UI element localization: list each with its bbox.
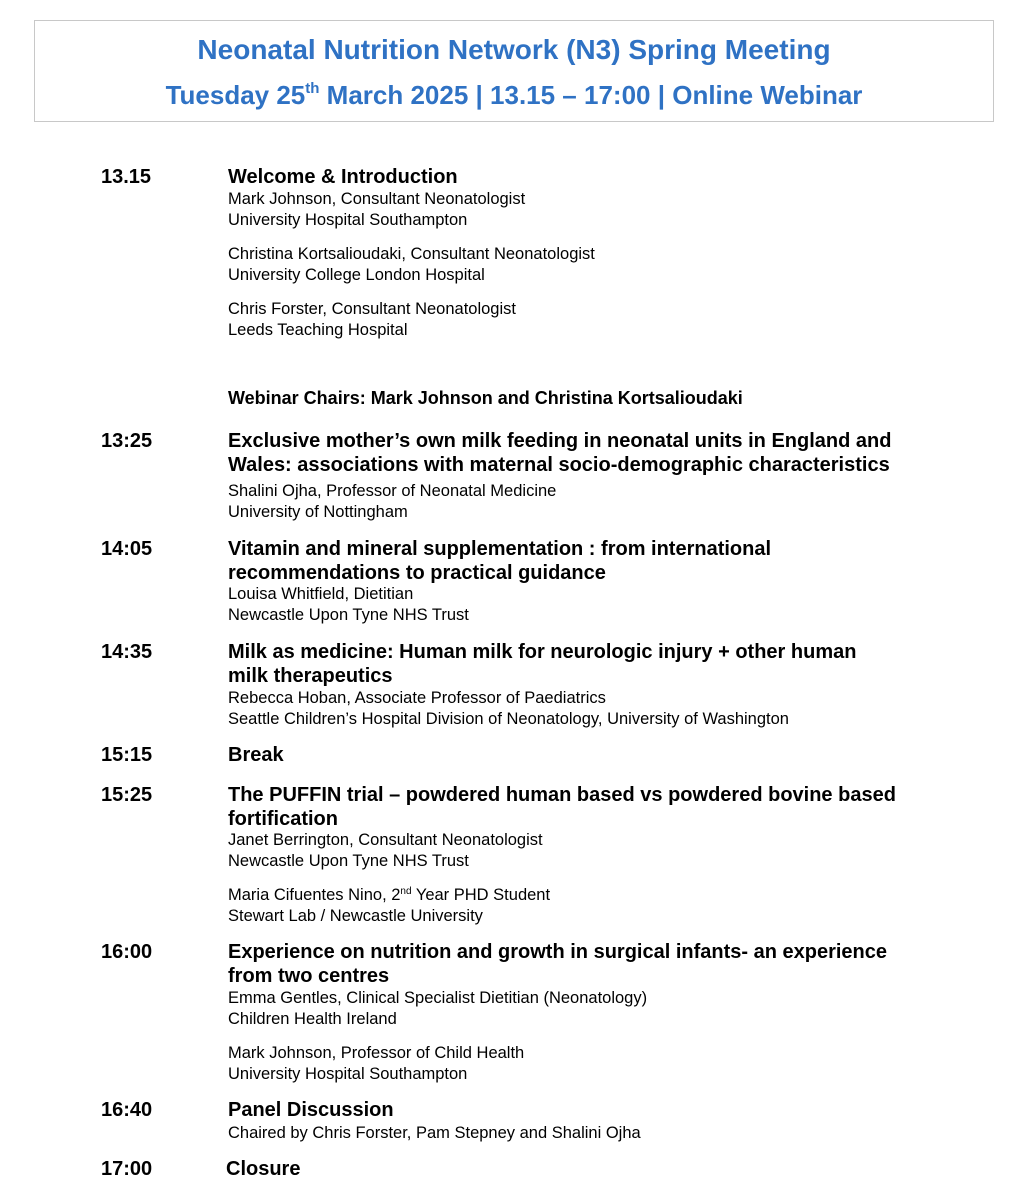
puffin-affiliation-1: Newcastle Upon Tyne NHS Trust [228, 852, 469, 870]
puffin-time: 15:25 [101, 784, 153, 806]
surgical-title-line-2: from two centres [228, 965, 390, 987]
surgical-speaker-2: Mark Johnson, Professor of Child Health [228, 1044, 525, 1062]
medicine-title-line-1: Milk as medicine: Human milk for neurologic injury + other human [228, 641, 857, 663]
surgical-speaker-1: Emma Gentles, Clinical Specialist Dietitian (Neonatology) [228, 989, 648, 1007]
break-title: Break [228, 744, 284, 766]
puffin-affiliation-2: Stewart Lab / Newcastle University [228, 907, 483, 925]
vitamins-time: 14:05 [101, 538, 153, 560]
welcome-affiliation-3: Leeds Teaching Hospital [228, 321, 408, 339]
vitamins-title-line-1: Vitamin and mineral supplementation : from international [228, 538, 772, 560]
vitamins-title-line-2: recommendations to practical guidance [228, 562, 606, 584]
panel-chaired-by: Chaired by Chris Forster, Pam Stepney and Shalini Ojha [228, 1124, 641, 1142]
welcome-speaker-3: Chris Forster, Consultant Neonatologist [228, 300, 516, 318]
welcome-affiliation-2: University College London Hospital [228, 266, 485, 284]
medicine-time: 14:35 [101, 641, 153, 663]
medicine-affiliation: Seattle Children’s Hospital Division of Neonatology, University of Washington [228, 710, 789, 728]
break-time: 15:15 [101, 744, 153, 766]
welcome-speaker-1: Mark Johnson, Consultant Neonatologist [228, 190, 526, 208]
medicine-title-line-2: milk therapeutics [228, 665, 393, 687]
date-ordinal: th [305, 80, 320, 97]
vitamins-affiliation: Newcastle Upon Tyne NHS Trust [228, 606, 469, 624]
puffin-title-line-1: The PUFFIN trial – powdered human based vs powdered bovine based [228, 784, 896, 806]
surgical-affiliation-2: University Hospital Southampton [228, 1065, 468, 1083]
mothers-milk-affiliation: University of Nottingham [228, 503, 408, 521]
webinar-chairs: Webinar Chairs: Mark Johnson and Christina Kortsalioudaki [228, 388, 743, 408]
welcome-affiliation-1: University Hospital Southampton [228, 211, 468, 229]
medicine-speaker: Rebecca Hoban, Associate Professor of Paediatrics [228, 689, 606, 707]
welcome-speaker-2: Christina Kortsalioudaki, Consultant Neonatologist [228, 245, 595, 263]
vitamins-speaker: Louisa Whitfield, Dietitian [228, 585, 414, 603]
panel-time: 16:40 [101, 1099, 153, 1121]
surgical-title-line-1: Experience on nutrition and growth in surgical infants- an experience [228, 941, 888, 963]
puffin-speaker-1: Janet Berrington, Consultant Neonatologist [228, 831, 543, 849]
puffin-speaker-2 [228, 885, 988, 906]
surgical-time: 16:00 [101, 941, 153, 963]
date-prefix: Tuesday 25 [165, 80, 306, 110]
welcome-title: Welcome & Introduction [228, 166, 458, 188]
surgical-affiliation-1: Children Health Ireland [228, 1010, 397, 1028]
welcome-time: 13.15 [101, 166, 152, 188]
puffin-speaker-2-suffix: Year PHD Student [411, 886, 551, 904]
panel-title: Panel Discussion [228, 1099, 394, 1121]
puffin-speaker-2-ordinal: nd [400, 886, 412, 897]
date-suffix: March 2025 | 13.15 – 17:00 | Online Webinar [319, 80, 863, 110]
header-box [34, 20, 994, 122]
closure-title: Closure [226, 1158, 301, 1180]
puffin-title-line-2: fortification [228, 808, 338, 830]
closure-time: 17:00 [101, 1158, 153, 1180]
mothers-milk-time: 13:25 [101, 430, 153, 452]
mothers-milk-speaker: Shalini Ojha, Professor of Neonatal Medicine [228, 482, 557, 500]
page-title: Neonatal Nutrition Network (N3) Spring Meeting [197, 34, 831, 65]
event-date-line [35, 79, 993, 111]
mothers-milk-title-line-2: Wales: associations with maternal socio-demographic characteristics [228, 454, 890, 476]
mothers-milk-title-line-1: Exclusive mother’s own milk feeding in neonatal units in England and [228, 430, 892, 452]
puffin-speaker-2-prefix: Maria Cifuentes Nino, 2 [228, 886, 401, 904]
